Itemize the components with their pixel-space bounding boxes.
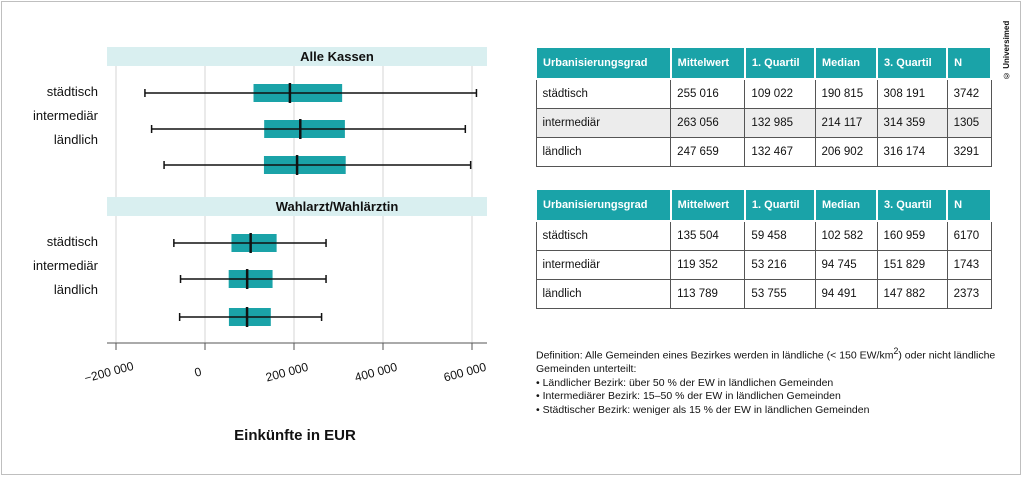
table-cell: 6170	[947, 221, 991, 251]
panel-header	[107, 47, 487, 66]
table-cell: 314 359	[877, 109, 947, 138]
panel-title: Alle Kassen	[300, 49, 374, 64]
definition-intro-start: Definition: Alle Gemeinden eines Bezirkes werden in ländliche (< 150 EW/km	[536, 349, 894, 362]
table-cell: 316 174	[877, 138, 947, 167]
table-cell: 308 191	[877, 79, 947, 109]
table-row	[536, 109, 991, 138]
panel-title: Wahlarzt/Wahlärztin	[275, 199, 399, 214]
table-cell: 190 815	[815, 79, 877, 109]
table-cell: ländlich	[536, 280, 671, 309]
table-header-cell: 3. Quartil	[877, 47, 947, 79]
table-row	[536, 280, 991, 309]
table-row	[536, 138, 991, 167]
category-label: städtisch	[46, 84, 98, 99]
table-header-cell: Mittelwert	[671, 189, 745, 221]
table-cell: intermediär	[536, 251, 671, 280]
table-cell: 247 659	[671, 138, 745, 167]
table-header-row	[536, 189, 991, 221]
table-cell: städtisch	[536, 79, 671, 109]
category-label: intermediär	[32, 258, 98, 273]
definition-bullet: • Ländlicher Bezirk: über 50 % der EW in ländlichen Gemeinden	[536, 376, 834, 389]
table-header-cell: Mittelwert	[671, 47, 745, 79]
table-cell: 3742	[947, 79, 991, 109]
category-label: ländlich	[53, 282, 98, 297]
table-header-cell: Median	[815, 47, 877, 79]
table-header-cell: Urbanisierungsgrad	[536, 47, 671, 79]
table-cell: städtisch	[536, 221, 671, 251]
table-cell: 2373	[947, 280, 991, 309]
stats-table-private-doctors	[535, 188, 992, 309]
category-label: intermediär	[32, 108, 98, 123]
definition-intro	[536, 345, 1006, 377]
x-tick-label: 600 000	[442, 359, 488, 385]
table-cell: intermediär	[536, 109, 671, 138]
x-tick-label: 0	[192, 364, 204, 380]
x-tick-label: 400 000	[353, 359, 399, 385]
x-tick-label: 200 000	[264, 359, 310, 385]
table-cell: ländlich	[536, 138, 671, 167]
table-header-cell: Urbanisierungsgrad	[536, 189, 671, 221]
table-header-row	[536, 47, 991, 79]
table-cell: 1305	[947, 109, 991, 138]
table-cell: 135 504	[671, 221, 745, 251]
table-row	[536, 251, 991, 280]
table-cell: 3291	[947, 138, 991, 167]
copyright-text: © Universimed	[1002, 20, 1011, 80]
definition-superscript: 2	[893, 346, 899, 356]
table-cell: 113 789	[671, 280, 745, 309]
table-cell: 53 216	[745, 251, 815, 280]
table-cell: 160 959	[877, 221, 947, 251]
stats-table-all-funds	[535, 46, 992, 167]
table-row	[536, 79, 991, 109]
table-cell: 109 022	[745, 79, 815, 109]
table-cell: 132 985	[745, 109, 815, 138]
table-cell: 214 117	[815, 109, 877, 138]
table-cell: 147 882	[877, 280, 947, 309]
table-header-cell: 1. Quartil	[745, 47, 815, 79]
x-axis-label: Einkünfte in EUR	[234, 427, 356, 444]
table-cell: 255 016	[671, 79, 745, 109]
category-label: ländlich	[53, 132, 98, 147]
table-cell: 119 352	[671, 251, 745, 280]
table-row	[536, 221, 991, 251]
category-label: städtisch	[46, 234, 98, 249]
x-tick-label: −200 000	[82, 358, 136, 386]
table-cell: 132 467	[745, 138, 815, 167]
definition-bullet: • Städtischer Bezirk: weniger als 15 % der EW in ländlichen Gemeinden	[536, 403, 870, 416]
definition-bullet: • Intermediärer Bezirk: 15–50 % der EW in ländlichen Gemeinden	[536, 390, 841, 402]
table-cell: 151 829	[877, 251, 947, 280]
table-header-cell: 1. Quartil	[745, 189, 815, 221]
definition-intro-end: ) oder nicht ländliche Gemeinden unterteilt:	[536, 349, 996, 375]
table-cell: 94 491	[815, 280, 877, 309]
table-cell: 263 056	[671, 109, 745, 138]
table-header-cell: N	[947, 189, 991, 221]
table-header-cell: Median	[815, 189, 877, 221]
table-cell: 94 745	[815, 251, 877, 280]
table-cell: 53 755	[745, 280, 815, 309]
table-header-cell: 3. Quartil	[877, 189, 947, 221]
definition-text	[536, 345, 1006, 417]
table-header-cell: N	[947, 47, 991, 79]
table-cell: 1743	[947, 251, 991, 280]
table-cell: 206 902	[815, 138, 877, 167]
table-cell: 102 582	[815, 221, 877, 251]
table-cell: 59 458	[745, 221, 815, 251]
